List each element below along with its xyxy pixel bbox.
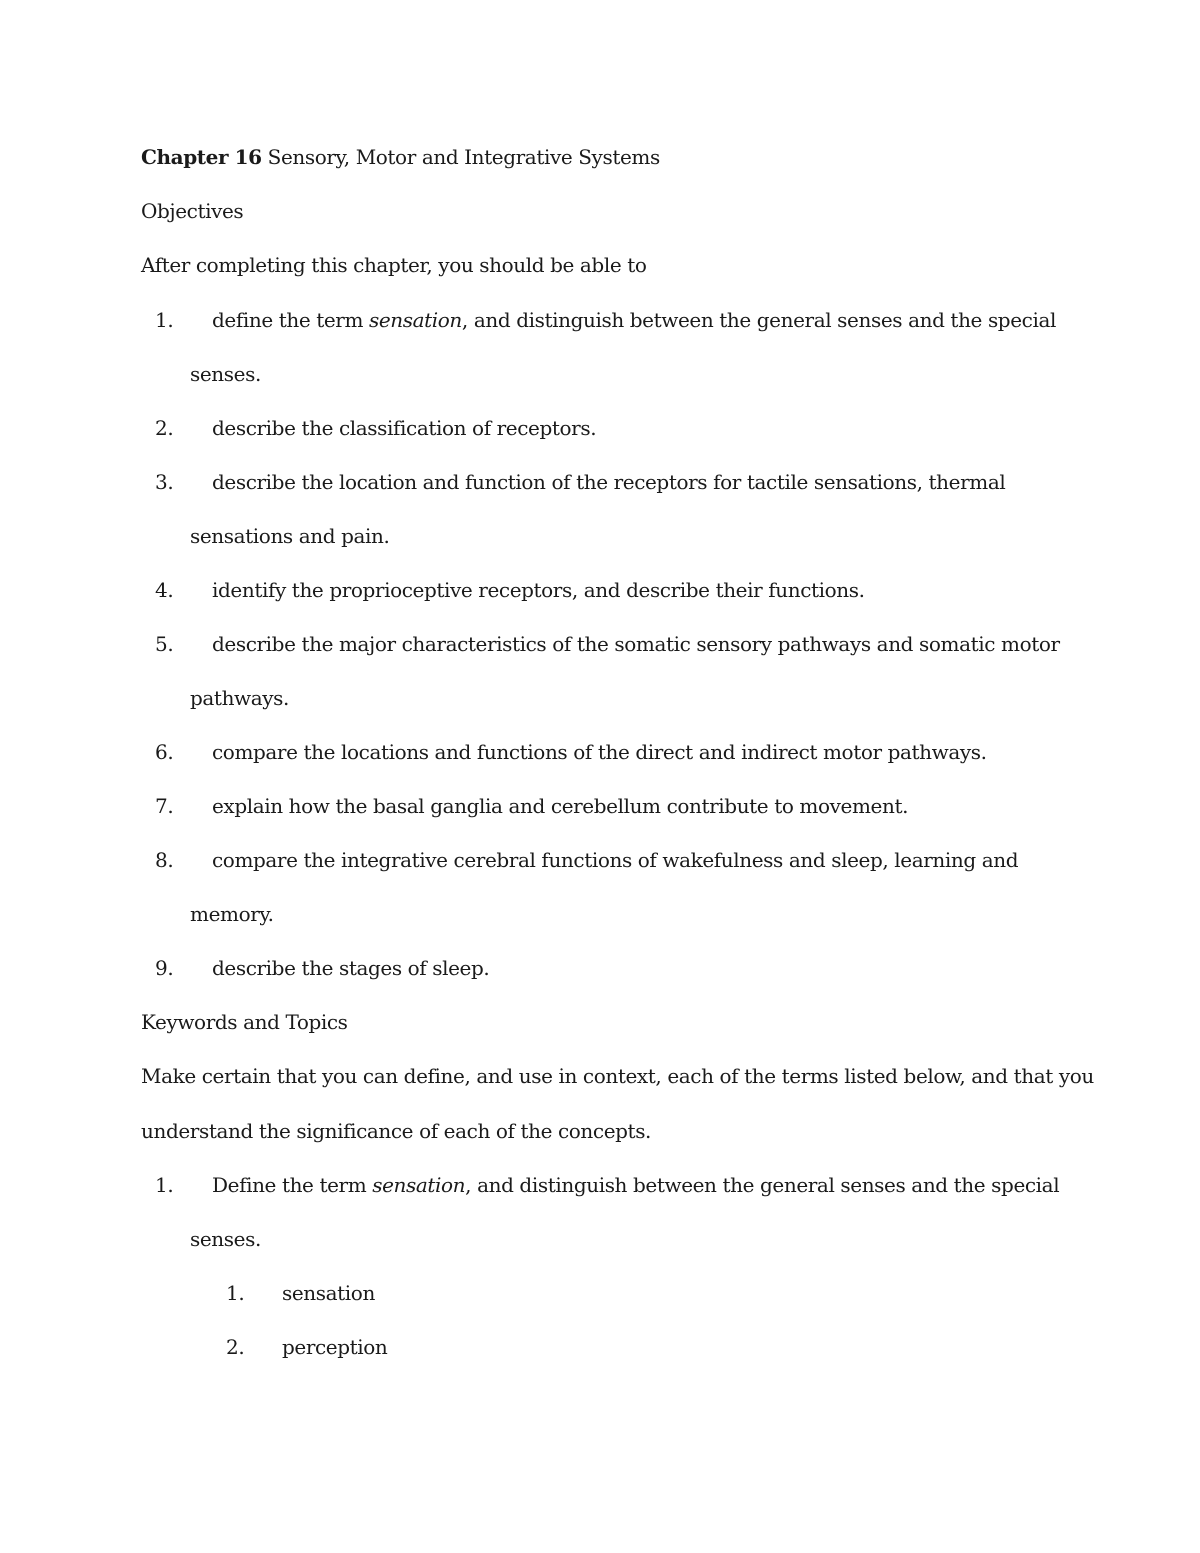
item-number: 1.	[226, 1281, 245, 1305]
chapter-title	[141, 143, 660, 171]
item-continuation: sensations and pain.	[190, 524, 390, 548]
italic-term: sensation	[368, 308, 462, 332]
chapter-name: Sensory, Motor and Integrative Systems	[261, 145, 660, 169]
item-number: 4.	[155, 578, 174, 602]
item-text: identify the proprioceptive receptors, and describe their functions.	[212, 578, 865, 602]
item-continuation: pathways.	[190, 686, 290, 710]
objectives-heading: Objectives	[141, 199, 244, 223]
item-number: 2.	[226, 1335, 245, 1359]
item-text: perception	[282, 1335, 388, 1359]
item-number: 1.	[155, 1173, 174, 1197]
objectives-intro: After completing this chapter, you should be able to	[141, 253, 647, 277]
item-number: 9.	[155, 956, 174, 980]
item-number: 8.	[155, 848, 174, 872]
keywords-intro: Make certain that you can define, and use in context, each of the terms listed below, and that you	[141, 1064, 1094, 1088]
item-number: 6.	[155, 740, 174, 764]
item-text: Define the term sensation, and distinguish between the general senses and the special	[212, 1173, 1060, 1197]
keywords-heading: Keywords and Topics	[141, 1010, 348, 1034]
item-text: describe the location and function of the receptors for tactile sensations, thermal	[212, 470, 1006, 494]
item-text: describe the major characteristics of the somatic sensory pathways and somatic motor	[212, 632, 1060, 656]
item-continuation: senses.	[190, 1227, 261, 1251]
item-text: explain how the basal ganglia and cerebellum contribute to movement.	[212, 794, 909, 818]
italic-term: sensation	[372, 1173, 466, 1197]
item-number: 7.	[155, 794, 174, 818]
item-text: define the term sensation, and distinguish between the general senses and the special	[212, 308, 1056, 332]
item-text: describe the stages of sleep.	[212, 956, 490, 980]
item-text: compare the integrative cerebral functions of wakefulness and sleep, learning and	[212, 848, 1019, 872]
item-number: 2.	[155, 416, 174, 440]
item-text: describe the classification of receptors.	[212, 416, 597, 440]
item-continuation: memory.	[190, 902, 274, 926]
item-continuation: senses.	[190, 362, 261, 386]
item-text: compare the locations and functions of the direct and indirect motor pathways.	[212, 740, 987, 764]
item-number: 3.	[155, 470, 174, 494]
item-number: 1.	[155, 308, 174, 332]
chapter-number: Chapter 16	[141, 145, 262, 169]
keywords-intro-continuation: understand the significance of each of the concepts.	[141, 1119, 652, 1143]
item-text: sensation	[282, 1281, 375, 1305]
item-number: 5.	[155, 632, 174, 656]
